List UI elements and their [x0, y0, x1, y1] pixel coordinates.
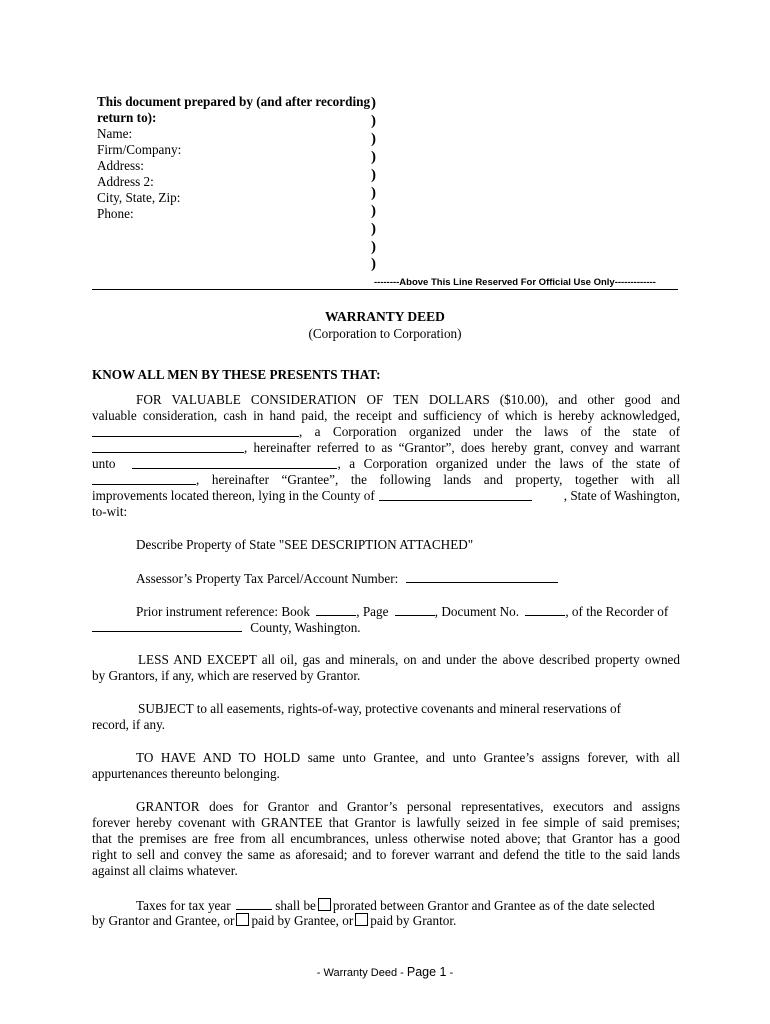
- covenant-line: GRANTOR does for Grantor and Grantor’s personal representatives, executors and assigns: [136, 799, 680, 814]
- consideration-line: [92, 424, 680, 441]
- taxes-text: shall be: [275, 898, 316, 913]
- city-state-zip-label: City, State, Zip:: [97, 190, 181, 205]
- subject-line: record, if any.: [92, 717, 166, 732]
- consideration-text: improvements located thereon, lying in the County of: [92, 488, 375, 503]
- document-subtitle: (Corporation to Corporation): [308, 326, 462, 341]
- covenant-line: right to sell and convey the same as aforesaid; and to forever warrant and defend the title to the said lands: [92, 847, 680, 862]
- address2-label: Address 2:: [97, 174, 154, 189]
- phone-label: Phone:: [97, 206, 134, 221]
- consideration-line: [92, 472, 680, 489]
- document-no-blank[interactable]: [525, 603, 565, 616]
- taxes-text: prorated between Grantor and Grantee as of the date selected: [332, 898, 655, 913]
- consideration-line: valuable consideration, cash in hand paid, the receipt and sufficiency of which is hereby acknowledged,: [92, 408, 680, 423]
- county-blank[interactable]: [379, 488, 532, 501]
- prorated-checkbox[interactable]: [318, 898, 331, 911]
- less-except-line: LESS AND EXCEPT all oil, gas and minerals, on and under the above described property owned: [138, 652, 680, 667]
- assessor-label: Assessor’s Property Tax Parcel/Account Number:: [136, 571, 399, 586]
- paren: ): [371, 185, 376, 201]
- page-footer: [0, 965, 770, 979]
- paren: ): [371, 113, 376, 129]
- taxes-line: [92, 913, 456, 930]
- paren: ): [371, 239, 376, 255]
- page-blank[interactable]: [395, 603, 435, 616]
- less-except-line: by Grantors, if any, which are reserved by Grantor.: [92, 668, 361, 683]
- consideration-line: [92, 440, 680, 457]
- recorder-county-blank[interactable]: [92, 619, 242, 632]
- assessor-line: [136, 570, 558, 588]
- address-label: Address:: [97, 158, 144, 173]
- tax-year-blank[interactable]: [236, 897, 272, 910]
- paid-by-grantee-checkbox[interactable]: [236, 913, 249, 926]
- covenant-line: that the premises are free from all encumbrances, unless otherwise noted above; that Grantor has a good: [92, 831, 680, 846]
- prior-text: Prior instrument reference: Book: [136, 604, 310, 619]
- book-blank[interactable]: [316, 603, 356, 616]
- consideration-line: [92, 488, 680, 505]
- page-number: Page 1: [406, 965, 447, 979]
- prior-instrument-line: [92, 619, 361, 637]
- prior-instrument-line: [136, 603, 668, 621]
- paren: ): [371, 95, 376, 111]
- know-all-heading: KNOW ALL MEN BY THESE PRESENTS THAT:: [92, 367, 381, 382]
- taxes-text: Taxes for tax year: [136, 898, 231, 913]
- taxes-text: paid by Grantee, or: [251, 913, 354, 928]
- covenant-line: forever hereby covenant with GRANTEE that Grantor is lawfully seized in fee simple of said premises;: [92, 815, 680, 830]
- consideration-line: to-wit:: [92, 504, 128, 519]
- reserved-notice: --------Above This Line Reserved For Official Use Only-------------: [374, 277, 656, 288]
- paren: ): [371, 203, 376, 219]
- subject-line: SUBJECT to all easements, rights-of-way, protective covenants and mineral reservations of: [138, 701, 622, 716]
- paren: ): [371, 149, 376, 165]
- consideration-text: unto: [92, 456, 116, 471]
- habendum-line: appurtenances thereunto belonging.: [92, 766, 280, 781]
- paren: ): [371, 256, 376, 272]
- recording-divider: [92, 289, 678, 290]
- habendum-line: TO HAVE AND TO HOLD same unto Grantee, and unto Grantee’s assigns forever, with all: [136, 750, 680, 765]
- consideration-line: FOR VALUABLE CONSIDERATION OF TEN DOLLARS ($10.00), and other good and: [136, 392, 680, 407]
- firm-label: Firm/Company:: [97, 142, 182, 157]
- footer-label: - Warranty Deed -: [316, 967, 404, 979]
- describe-property: Describe Property of State "SEE DESCRIPTION ATTACHED": [136, 537, 474, 552]
- taxes-line: [136, 897, 655, 915]
- prior-text: County, Washington.: [250, 620, 361, 635]
- consideration-line: [92, 456, 680, 473]
- paren: ): [371, 167, 376, 183]
- taxes-text: paid by Grantor.: [370, 913, 457, 928]
- consideration-text: , hereinafter “Grantee”, the following lands and property, together with all: [196, 472, 680, 487]
- consideration-text: , hereinafter referred to as “Grantor”, does hereby grant, convey and warrant: [244, 440, 680, 455]
- paren: ): [371, 221, 376, 237]
- grantor-name-blank[interactable]: [92, 424, 299, 437]
- name-label: Name:: [97, 126, 133, 141]
- prepared-by-label: This document prepared by (and after recording: [97, 94, 371, 109]
- parcel-number-blank[interactable]: [406, 570, 558, 583]
- paren: ): [371, 131, 376, 147]
- consideration-text: , a Corporation organized under the laws of the state of: [337, 456, 680, 471]
- taxes-text: by Grantor and Grantee, or: [92, 913, 235, 928]
- preparer-block: [97, 94, 370, 222]
- prior-text: , Document No.: [434, 604, 520, 619]
- prior-text: , of the Recorder of: [565, 604, 669, 619]
- paid-by-grantor-checkbox[interactable]: [355, 913, 368, 926]
- consideration-text: , a Corporation organized under the laws of the state of: [299, 424, 680, 439]
- footer-dash: -: [449, 967, 454, 979]
- document-title: WARRANTY DEED: [325, 309, 445, 324]
- grantee-name-blank[interactable]: [132, 456, 337, 469]
- consideration-text: , State of Washington,: [563, 488, 680, 503]
- prior-text: , Page: [356, 604, 389, 619]
- grantor-state-blank[interactable]: [92, 440, 244, 453]
- covenant-line: against all claims whatever.: [92, 863, 238, 878]
- grantee-state-blank[interactable]: [92, 472, 196, 485]
- return-to-label: return to):: [97, 110, 157, 125]
